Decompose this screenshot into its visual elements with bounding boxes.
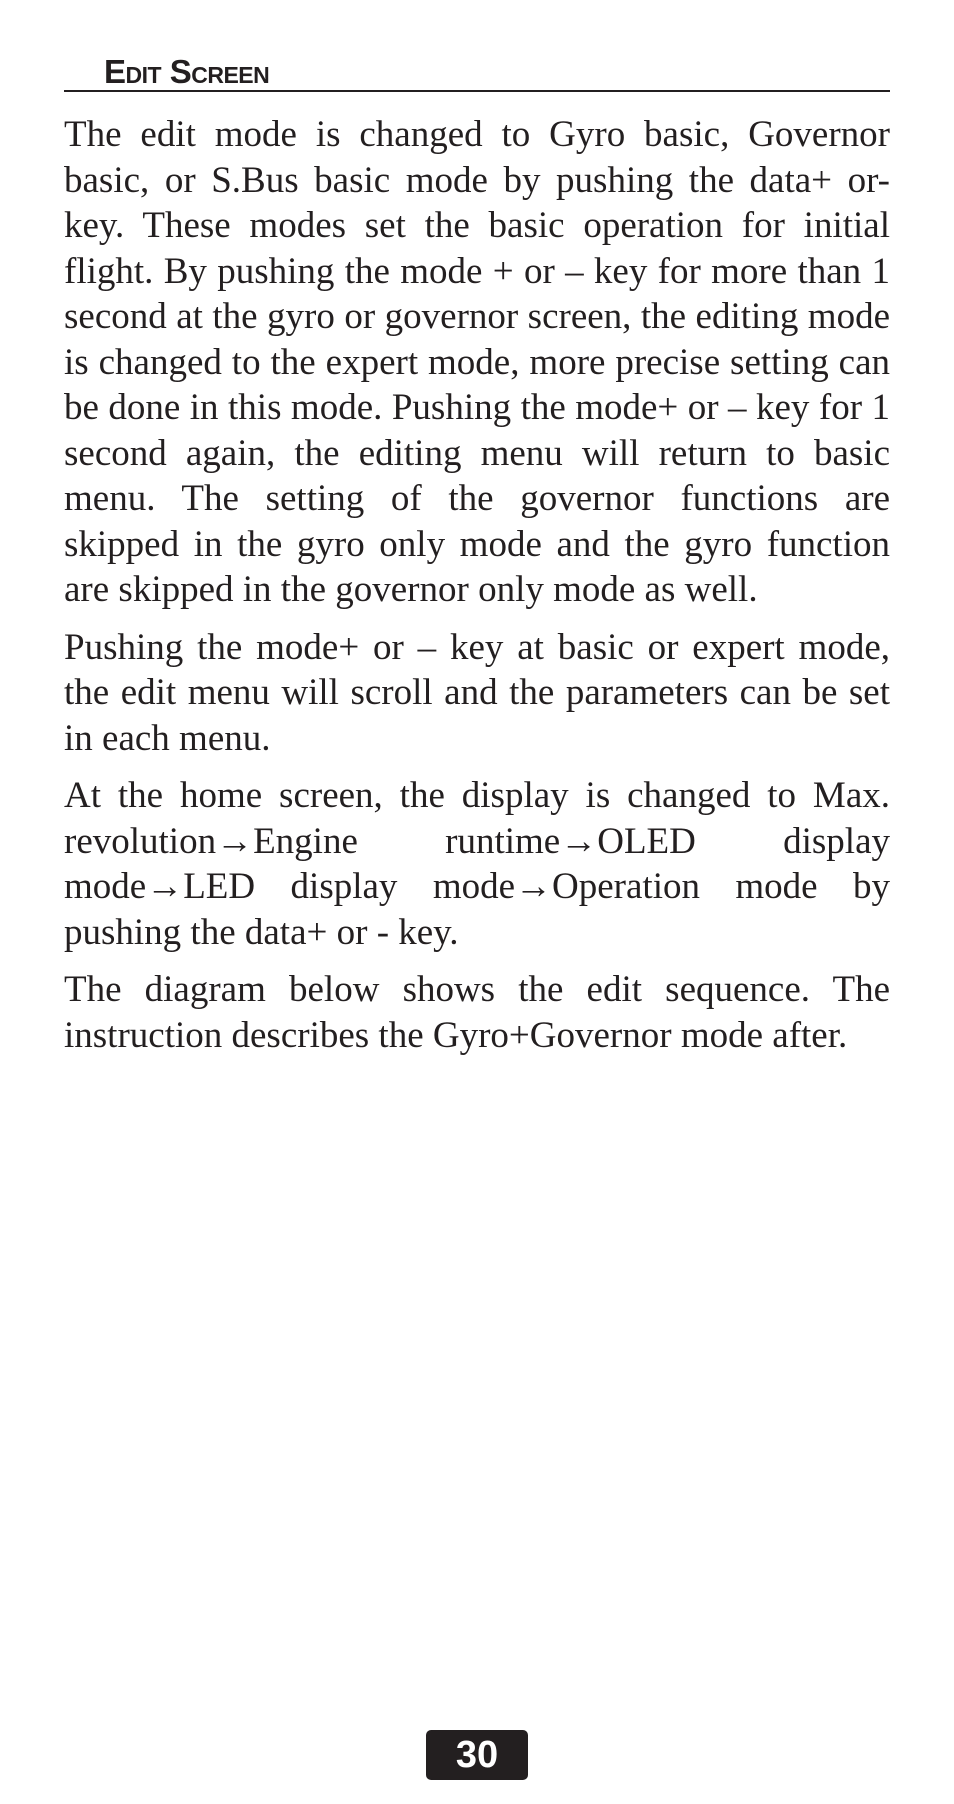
paragraph-diagram-note: The diagram below shows the edit sequence. The instruction describes the Gyro+Governor mode after. bbox=[64, 969, 890, 1056]
paragraph-scroll-menu: Pushing the mode+ or – key at basic or expert mode, the edit menu will scroll and the parameters can be set in each menu. bbox=[64, 626, 890, 759]
body-text bbox=[64, 112, 890, 1070]
section-title: Edit Screen bbox=[104, 53, 270, 90]
page-number-badge: 30 bbox=[426, 1730, 528, 1780]
section-header bbox=[64, 44, 890, 92]
paragraph-edit-mode: The edit mode is changed to Gyro basic, Governor basic, or S.Bus basic mode by pushing the data+ or- key. These modes set the basic operation for initial flight. By pushing the mode + or – key for more than 1 second at the gyro or governor screen, the editing mode is changed to the expert mode, more precise setting can be done in this mode. Pushing the mode+ or – key for 1 second again, the editing menu will return to basic menu. The setting of the governor functions are skipped in the gyro only mode and the gyro function are skipped in the governor only mode as well. bbox=[64, 114, 890, 610]
paragraph-home-screen: At the home screen, the display is changed to Max. revolution→Engine runtime→OLED display mode→LED display mode→Operation mode by pushing the data+ or - key. bbox=[64, 775, 890, 953]
